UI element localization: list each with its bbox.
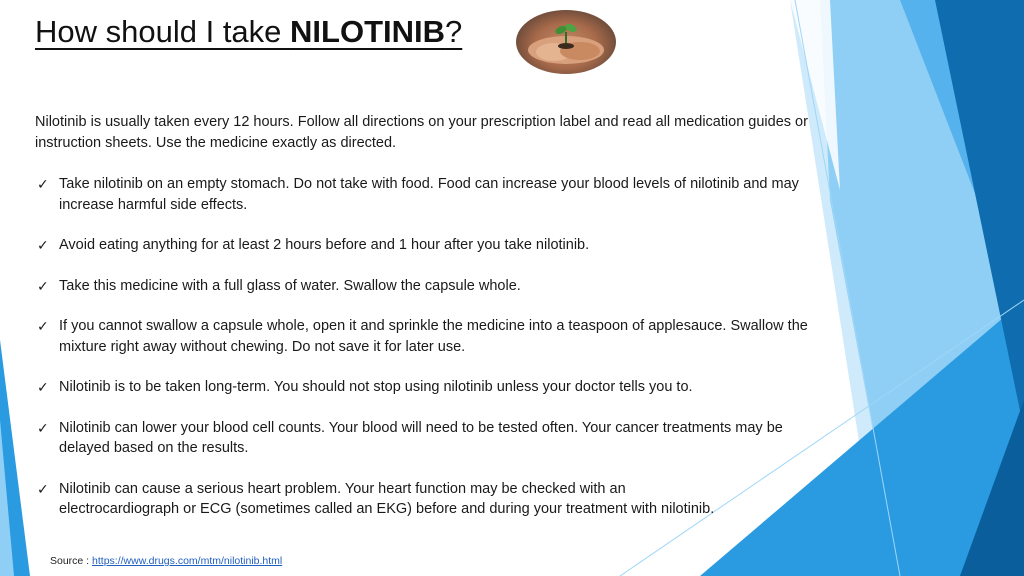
source-link[interactable]: https://www.drugs.com/mtm/nilotinib.html [92, 555, 283, 567]
title-suffix: ? [445, 14, 463, 49]
source-citation [50, 554, 282, 568]
list-item-text: Avoid eating anything for at least 2 hours before and 1 hour after you take nilotinib. [59, 237, 590, 253]
intro-paragraph: Nilotinib is usually taken every 12 hours. Follow all directions on your prescription label and read all medication guides or instruction sheets. Use the medicine exactly as directed. [35, 114, 808, 151]
checkmark-icon: ✓ [37, 237, 49, 253]
list-item-text: Nilotinib can lower your blood cell counts. Your blood will need to be tested often. Your cancer treatments may be delayed based on the results. [59, 419, 783, 456]
instruction-list [35, 174, 810, 520]
page-title [35, 10, 462, 54]
title-prefix: How should I take [35, 14, 291, 49]
title-drug-name: NILOTINIB [290, 14, 446, 49]
list-item-text: If you cannot swallow a capsule whole, open it and sprinkle the medicine into a teaspoon of applesauce. Swallow the mixture right away without chewing. Do not save it for later use. [59, 318, 808, 355]
hands-seedling-illustration [516, 10, 616, 74]
checkmark-icon: ✓ [37, 318, 49, 334]
hands-with-seedling-photo [516, 10, 616, 74]
list-item-text: Take this medicine with a full glass of water. Swallow the capsule whole. [59, 277, 521, 294]
list-item [35, 479, 739, 520]
list-item [35, 174, 810, 215]
checkmark-icon: ✓ [37, 379, 49, 395]
source-label: Source : [50, 555, 93, 567]
list-item [35, 418, 810, 459]
list-item [35, 377, 810, 398]
list-item-text: Nilotinib is to be taken long-term. You should not stop using nilotinib unless your doctor tells you to. [59, 379, 693, 395]
list-item [35, 276, 810, 297]
list-item [35, 316, 810, 357]
checkmark-icon: ✓ [37, 176, 49, 192]
list-item [35, 235, 810, 256]
checkmark-icon: ✓ [37, 277, 49, 294]
list-item-text: Nilotinib can cause a serious heart problem. Your heart function may be checked with an electrocardiograph or ECG (sometimes called an EKG) before and during your treatment with nilotinib. [59, 480, 715, 517]
checkmark-icon: ✓ [37, 419, 49, 436]
checkmark-icon: ✓ [37, 480, 49, 497]
list-item-text: Take nilotinib on an empty stomach. Do not take with food. Food can increase your blood levels of nilotinib and may increase harmful side effects. [59, 176, 799, 213]
